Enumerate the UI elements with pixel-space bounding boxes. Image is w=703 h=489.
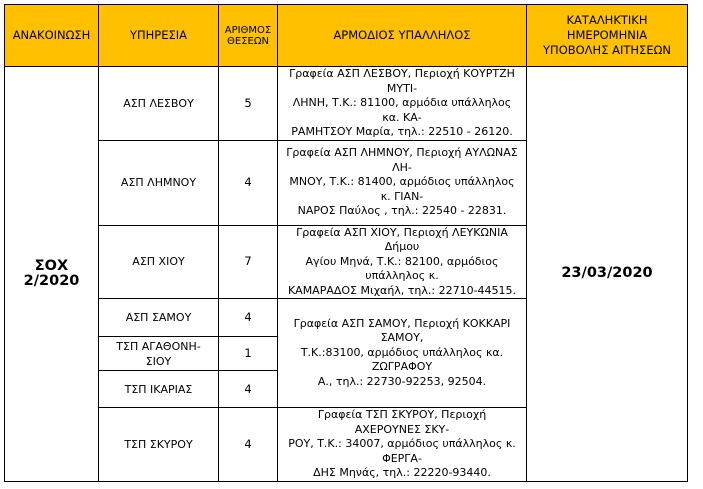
- service-line: ΤΣΠ ΑΓΑΘΟΝΗ-: [116, 339, 201, 353]
- officer-contact: [278, 225, 527, 299]
- contact-line: Γραφεία ΑΣΠ ΛΗΜΝΟΥ, Περιοχή ΑΥΛΩΝΑΣ ΛΗ-: [286, 146, 518, 174]
- service-cell: ΤΣΠ ΣΚΥΡΟΥ: [99, 408, 219, 482]
- header-row: [5, 5, 688, 67]
- contact-line: ΛΗΝΗ, Τ.Κ.: 81100, αρμόδια υπάλληλος κα. ΚΑ-: [292, 96, 512, 124]
- contact-line: Γραφεία ΑΣΠ ΛΕΣΒΟΥ, Περιοχή ΚΟΥΡΤΖΗ ΜΥΤΙ-: [289, 67, 515, 95]
- service-cell: ΑΣΠ ΧΙΟΥ: [99, 225, 219, 299]
- positions-table: [4, 4, 688, 482]
- header-officer: ΑΡΜΟΔΙΟΣ ΥΠΑΛΛΗΛΟΣ: [278, 5, 527, 67]
- table-row: [5, 67, 688, 141]
- positions-cell: 4: [219, 140, 278, 225]
- service-cell: ΑΣΠ ΛΗΜΝΟΥ: [99, 140, 219, 225]
- service-cell: ΑΣΠ ΛΕΣΒΟΥ: [99, 67, 219, 141]
- service-cell: ΑΣΠ ΣΑΜΟΥ: [99, 299, 219, 337]
- header-deadline-line1: ΚΑΤΑΛΗΚΤΙΚΗ ΗΜΕΡΟΜΗΝΙΑ: [566, 13, 648, 42]
- officer-contact: [278, 140, 527, 225]
- contact-line: ΡΟΥ, Τ.Κ.: 34007, αρμόδιος υπάλληλος κ. ΦΕΡΓΑ-: [288, 437, 516, 465]
- header-service: ΥΠΗΡΕΣΙΑ: [99, 5, 219, 67]
- announcement-code: ΣΟΧ 2/2020: [5, 67, 99, 482]
- contact-line: ΔΗΣ Μηνάς, τηλ.: 22220-93440.: [313, 466, 491, 479]
- contact-line: Γραφεία ΑΣΠ ΧΙΟΥ, Περιοχή ΛΕΥΚΩΝΙΑ Δήμου: [296, 225, 508, 253]
- service-cell: ΤΣΠ ΙΚΑΡΙΑΣ: [99, 371, 219, 408]
- deadline-date: 23/03/2020: [527, 67, 688, 482]
- positions-cell: 7: [219, 225, 278, 299]
- header-deadline-line2: ΥΠΟΒΟΛΗΣ ΑΙΤΗΣΕΩΝ: [543, 43, 671, 57]
- service-line: ΣΙΟΥ: [145, 354, 172, 368]
- positions-cell: 4: [219, 408, 278, 482]
- header-announcement: ΑΝΑΚΟΙΝΩΣΗ: [5, 5, 99, 67]
- positions-cell: 5: [219, 67, 278, 141]
- positions-cell: 4: [219, 299, 278, 337]
- contact-line: Γραφεία ΑΣΠ ΣΑΜΟΥ, Περιοχή ΚΟΚΚΑΡΙ ΣΑΜΟΥ,: [293, 316, 511, 345]
- contact-line: ΡΑΜΗΤΣΟΥ Μαρία, τηλ.: 22510 - 26120.: [291, 125, 513, 138]
- contact-line: Γραφεία ΤΣΠ ΣΚΥΡΟΥ, Περιοχή ΑΧΕΡΟΥΝΕΣ ΣΚΥ-: [317, 408, 487, 436]
- contact-line: Αγίου Μηνά, Τ.Κ.: 82100, αρμόδιος υπάλληλος κ.: [305, 254, 499, 282]
- contact-line: ΝΑΡΟΣ Παύλος , τηλ.: 22540 - 22831.: [297, 204, 507, 218]
- positions-cell: 1: [219, 337, 278, 371]
- contact-line: Α., τηλ.: 22730-92253, 92504.: [317, 374, 487, 388]
- header-deadline: [527, 5, 688, 67]
- officer-contact: [278, 299, 527, 408]
- contact-line: ΜΝΟΥ, Τ.Κ.: 81400, αρμόδιος υπάλληλος κ. ΓΙΑΝ-: [289, 175, 515, 203]
- header-positions-line2: ΘΕΣΕΩΝ: [227, 35, 269, 47]
- officer-contact: [278, 67, 527, 141]
- contact-line: ΚΑΜΑΡΑΔΟΣ Μιχαήλ, τηλ.: 22710-44515.: [287, 283, 517, 297]
- header-positions: [219, 5, 278, 67]
- officer-contact: [278, 408, 527, 482]
- contact-line: Τ.Κ.:83100, αρμόδιος υπάλληλος κα. ΖΩΓΡΑΦΟΥ: [300, 345, 504, 374]
- header-positions-line1: ΑΡΙΘΜΟΣ: [224, 24, 272, 36]
- service-cell: [99, 337, 219, 371]
- positions-cell: 4: [219, 371, 278, 408]
